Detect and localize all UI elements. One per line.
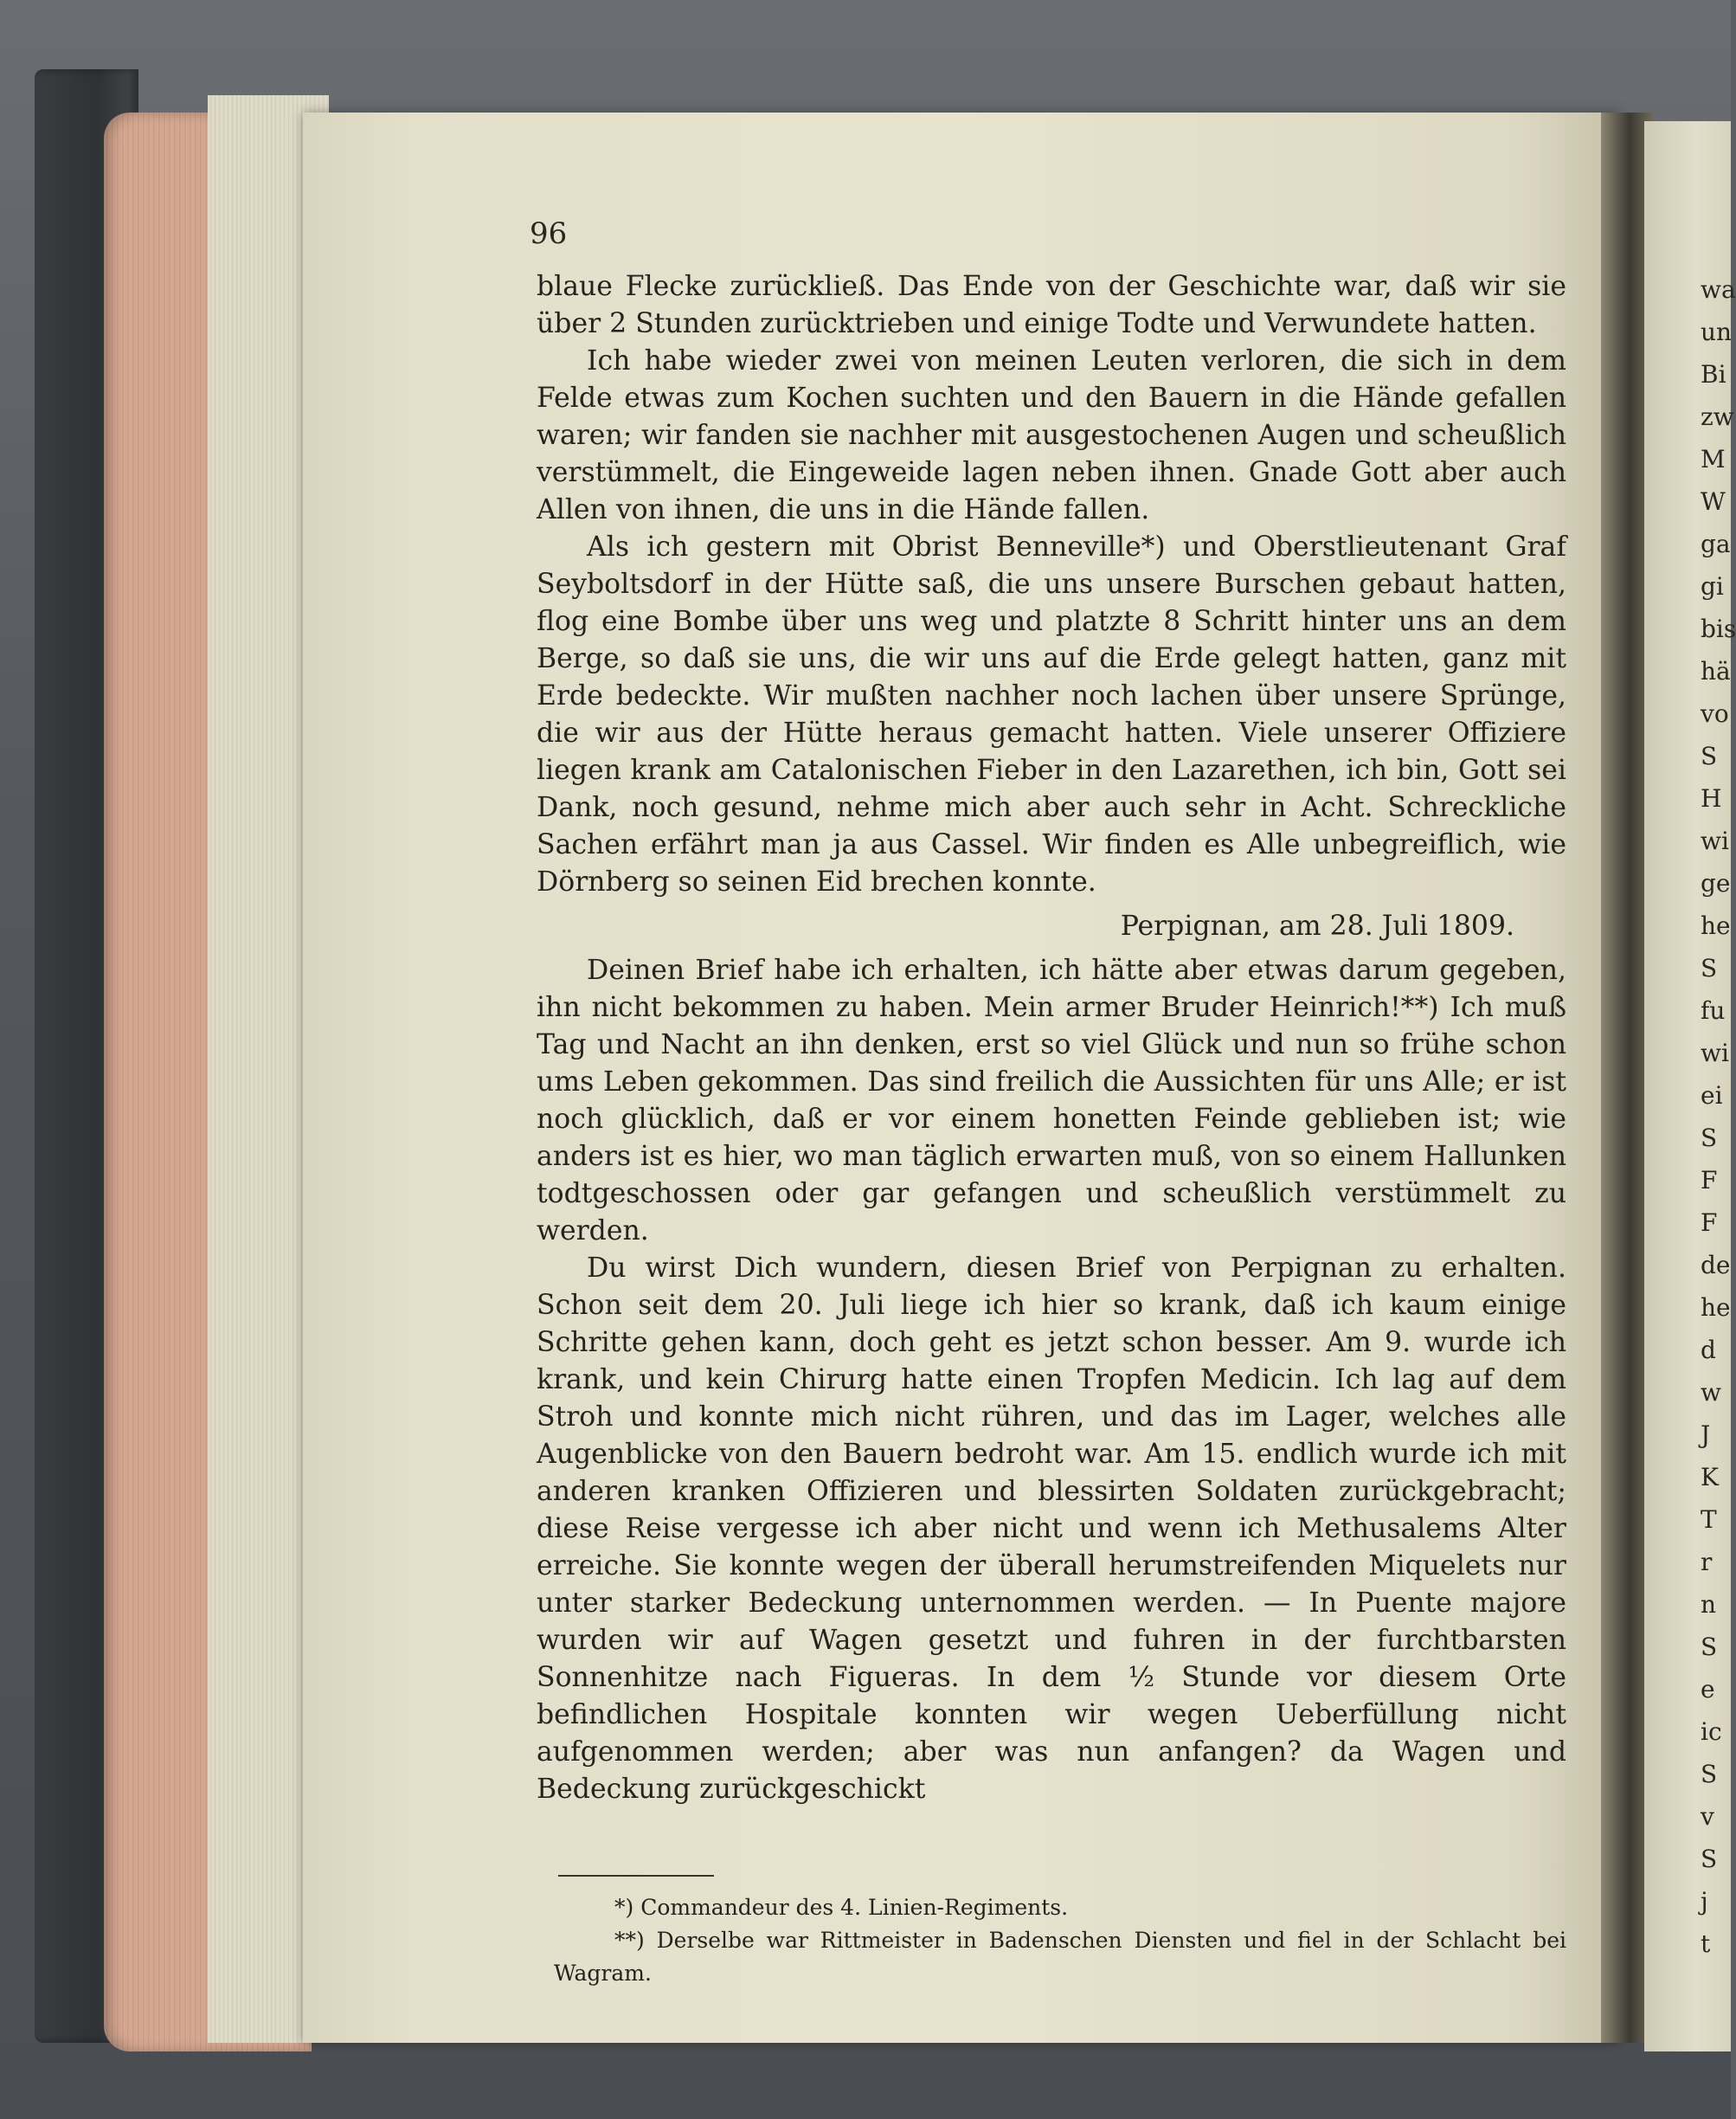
paragraph: blaue Flecke zurückließ. Das Ende von der Geschichte war, daß wir sie über 2 Stunden zurücktrieben und einige Todte und Verwundete hatten. [537,271,1566,339]
next-page-fragment: ga [1701,530,1731,558]
next-page-fragment: F [1701,1166,1718,1195]
footnotes [554,1891,1566,1990]
next-page-fragment: ge [1701,869,1731,898]
next-page-fragment: M [1701,445,1726,473]
next-page-fragment: K [1701,1463,1719,1491]
next-page-fragment: n [1701,1590,1717,1619]
body-text [537,268,1566,1808]
next-page-fragment: wi [1701,1039,1729,1067]
footnote: **) Derselbe war Rittmeister in Badenschen Diensten und fiel in der Schlacht bei Wagram. [554,1928,1566,1986]
next-page-fragment: S [1701,1633,1718,1661]
next-page-fragment: un [1701,318,1733,346]
next-page-fragment: ic [1701,1717,1722,1746]
next-page-fragment: T [1701,1505,1717,1534]
next-page-fragment: r [1701,1548,1713,1576]
next-page-fragment: S [1701,1124,1718,1152]
next-page-fragment: de [1701,1251,1731,1279]
next-page-fragment: t [1701,1929,1711,1958]
footnote-rule [558,1875,714,1877]
next-page-fragment: he [1701,911,1731,940]
next-page-fragment: hä [1701,657,1731,686]
paragraph: Deinen Brief habe ich erhalten, ich hätte aber etwas darum gegeben, ihn nicht bekommen zu haben. Mein armer Bruder Heinrich!**) Ich muß Tag und Nacht an ihn denken, erst so viel Glück und nun so frühe schon ums Leben gekommen. Das sind freilich die Aussichten für uns Alle; er ist noch glücklich, daß er vor einem honetten Feinde geblieben ist; wie anders ist es hier, wo man täglich erwarten muß, von so einem Hallunken todtgeschossen oder gar gefangen und scheußlich verstümmelt zu werden. [537,955,1566,1246]
next-page-fragment: wi [1701,827,1729,855]
next-page-fragment: Bi [1701,360,1726,389]
next-page-fragment: gi [1701,572,1724,601]
next-page-fragment: zw [1701,403,1734,431]
next-page-fragment: he [1701,1293,1731,1322]
next-page-fragment: F [1701,1208,1718,1237]
next-page-fragment: wa [1701,275,1736,304]
dateline: Perpignan, am 28. Juli 1809. [1120,911,1514,942]
paragraph: Als ich gestern mit Obrist Benneville*) und Oberstlieutenant Graf Seyboltsdorf in der Hütte saß, die uns unsere Burschen gebaut hatten, flog eine Bombe über uns weg und platzte 8 Schritt hinter uns an dem Berge, so daß sie uns, die wir uns auf die Erde gelegt hatten, ganz mit Erde bedeckte. Wir mußten nachher noch lachen über unsere Sprünge, die wir aus der Hütte heraus gemacht hatten. Viele unserer Offiziere liegen krank am Catalonischen Fieber in den Lazarethen, ich bin, Gott sei Dank, noch gesund, nehme mich aber auch sehr in Acht. Schreckliche Sachen erfährt man ja aus Cassel. Wir finden es Alle unbegreiflich, wie Dörnberg so seinen Eid brechen konnte. [537,531,1566,898]
next-page-fragment: fu [1701,996,1726,1025]
next-page-fragment: d [1701,1336,1716,1364]
next-page-fragment: S [1701,1760,1718,1788]
next-page-fragment: S [1701,1845,1718,1873]
next-page-fragment: e [1701,1675,1715,1704]
next-page-fragment: W [1701,487,1726,516]
next-page-fragment: vo [1701,699,1729,728]
paragraph: Du wirst Dich wundern, diesen Brief von Perpignan zu erhalten. Schon seit dem 20. Juli liege ich hier so krank, daß ich kaum einige Schritte gehen kann, doch geht es jetzt schon besser. Am 9. wurde ich krank, und kein Chirurg hatte einen Tropfen Medicin. Ich lag auf dem Stroh und konnte mich nicht rühren, und das im Lager, welches alle Augenblicke von den Bauern bedroht war. Am 15. endlich wurde ich mit anderen kranken Offizieren und blessirten Soldaten zurückgebracht; diese Reise vergesse ich aber nicht und wenn ich Methusalems Alter erreiche. Sie konnte wegen der überall herumstreifenden Miquelets nur unter starker Bedeckung unternommen werden. — In Puente majore wurden wir auf Wagen gesetzt und fuhren in der furchtbarsten Sonnenhitze nach Figueras. In dem ½ Stunde vor diesem Orte befindlichen Hospitale konnten wir wegen Ueberfüllung nicht aufgenommen werden; aber was nun anfangen? da Wagen und Bedeckung zurückgeschickt [537,1253,1566,1805]
next-page-fragment: j [1701,1887,1708,1916]
next-page-fragment: S [1701,742,1718,770]
next-page-fragment: w [1701,1378,1721,1407]
next-page-fragment: ei [1701,1081,1723,1110]
next-page-fragment: S [1701,954,1718,982]
next-page-fragment: H [1701,784,1722,813]
next-page-fragment: J [1701,1420,1711,1449]
next-page-fragment: v [1701,1802,1714,1831]
paragraph: Ich habe wieder zwei von meinen Leuten verloren, die sich in dem Felde etwas zum Kochen suchten und den Bauern in die Hände gefallen waren; wir fanden sie nachher mit ausgestochenen Augen und scheußlich verstümmelt, die Eingeweide lagen neben ihnen. Gnade Gott aber auch Allen von ihnen, die uns in die Hände fallen. [537,345,1566,525]
next-page-fragment: bis [1701,615,1736,643]
page-number: 96 [530,216,568,251]
footnote: *) Commandeur des 4. Linien-Regiments. [614,1895,1069,1920]
